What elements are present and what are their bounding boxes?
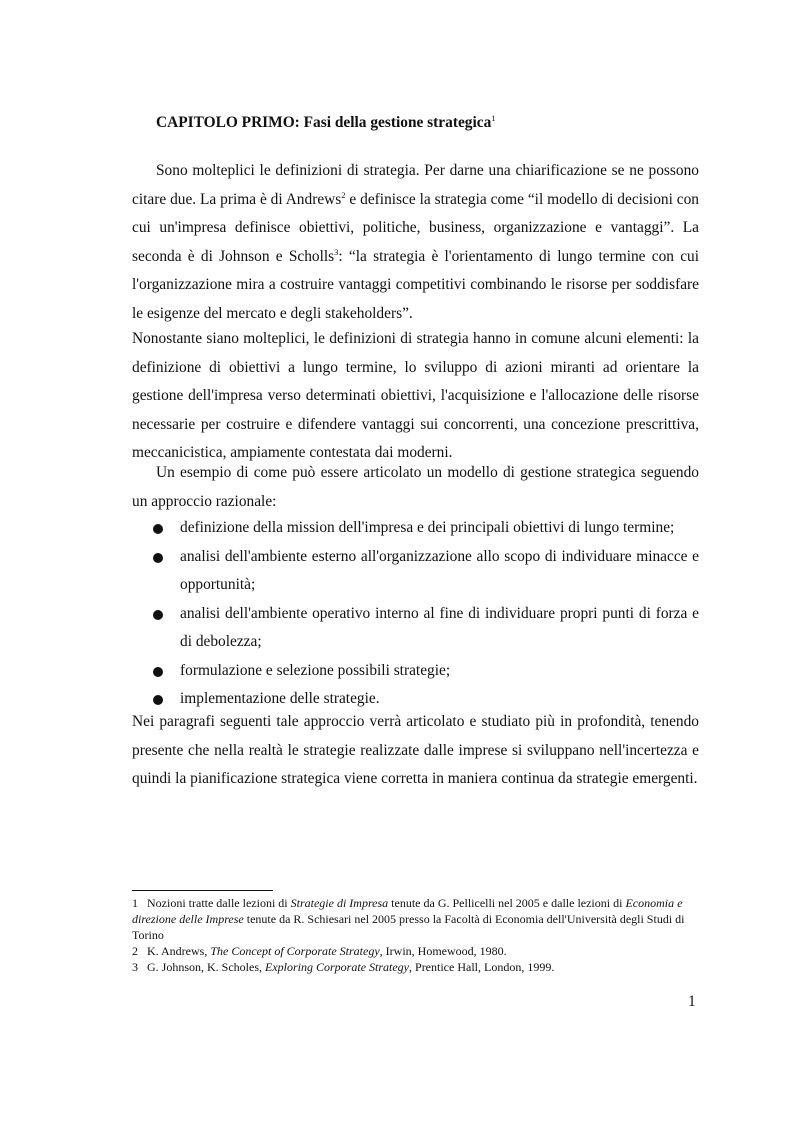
paragraph-common-elements: Nonostante siano molteplici, le definizioni di strategia hanno in comune alcuni elementi: la definizione di obiettivi a lungo termine, lo sviluppo di azioni miranti ad orientare la gestione dell'impresa verso determinati obiettivi, l'acquisizione e l'allocazione delle risorse necessarie per costruire e difendere vantaggi sui concorrenti, una concezione prescrittiva, meccanicistica, ampiamente contestata dai moderni. [132, 330, 699, 461]
footnote-title: Strategie di Impresa [290, 896, 389, 910]
bullet-text: implementazione delle strategie. [180, 690, 380, 707]
footnote-text: , Irwin, Homewood, 1980. [379, 944, 507, 958]
footnote-1 [132, 895, 699, 943]
footnote-number: 1 [132, 896, 138, 910]
bullet-item [132, 600, 699, 657]
bullet-text: formulazione e selezione possibili strategie; [180, 661, 451, 679]
bullet-icon [153, 667, 163, 677]
page-number: 1 [688, 993, 696, 1010]
paragraph-example-intro: Un esempio di come può essere articolato un modello di gestione strategica seguendo un approccio razionale: [132, 464, 699, 510]
bullet-item [132, 657, 699, 686]
paragraph-text: : “la strategia è l'orientamento di lungo termine con cui l'organizzazione mira a costruire vantaggi competitivi combinando le risorse per soddisfare le esigenze del mercato e degli stakeholders”. [132, 247, 699, 322]
paragraph-conclusion: Nei paragrafi seguenti tale approccio verrà articolato e studiato più in profondità, tenendo presente che nella realtà le strategie realizzate dalle imprese si sviluppano nell'incertezza e quindi la pianificazione strategica viene corretta in maniera continua da strategie emergenti. [132, 713, 699, 787]
paragraph-text: e definisce la strategia come “il modello di decisioni con cui un'impresa definisce obiettivi, politiche, business, organizzazione e vantaggi”. La seconda è di Johnson e Scholls [132, 190, 699, 265]
paragraph-definitions [132, 157, 699, 328]
bullet-item [132, 514, 699, 543]
footnote-ref-2: 2 [341, 189, 346, 200]
footnote-divider [132, 890, 273, 891]
paragraph-text: Sono molteplici le definizioni di strategia. Per darne una chiarificazione se ne possono citare due. La prima è di Andrews [132, 162, 699, 208]
bullet-text: definizione della mission dell'impresa e dei principali obiettivi di lungo termine; [180, 519, 675, 536]
footnote-text: tenute da G. Pellicelli nel 2005 e dalle lezioni di [388, 896, 626, 910]
footnote-2 [132, 943, 699, 959]
footnote-ref-3: 3 [334, 246, 339, 257]
chapter-heading-text: CAPITOLO PRIMO: Fasi della gestione strategica [156, 114, 492, 131]
bullet-text: analisi dell'ambiente operativo interno al fine di individuare propri punti di forza e di debolezza; [180, 604, 699, 650]
bullet-icon [153, 524, 163, 534]
footnote-text: Nozioni tratte dalle lezioni di [147, 896, 291, 910]
bullet-list [132, 514, 699, 714]
chapter-heading [156, 113, 496, 133]
bullet-icon [153, 610, 163, 620]
footnote-title: Exploring Corporate Strategy [265, 960, 410, 974]
bullet-item [132, 543, 699, 600]
footnote-number: 2 [132, 944, 138, 958]
footnote-title: Economia e direzione delle Imprese [132, 896, 683, 926]
footnote-text: tenute da R. Schiesari nel 2005 presso la Facoltà di Economia dell'Università degli Studi di Torino [132, 912, 685, 942]
footnote-ref-1: 1 [491, 113, 496, 123]
footnotes [132, 895, 699, 975]
footnote-3 [132, 959, 699, 975]
bullet-text: analisi dell'ambiente esterno all'organizzazione allo scopo di individuare minacce e opportunità; [180, 547, 699, 593]
bullet-icon [153, 553, 163, 563]
footnote-text: G. Johnson, K. Scholes, [147, 960, 266, 974]
footnote-text: K. Andrews, [147, 944, 211, 958]
footnote-title: The Concept of Corporate Strategy [210, 944, 380, 958]
footnote-text: , Prentice Hall, London, 1999. [409, 960, 555, 974]
bullet-icon [153, 695, 163, 705]
footnote-number: 3 [132, 960, 138, 974]
